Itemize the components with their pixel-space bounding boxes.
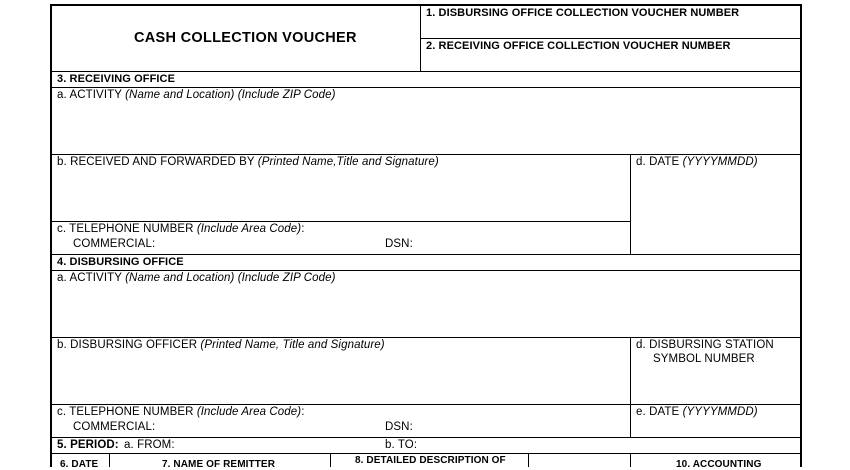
columns-top-line [50,453,801,454]
disbursing-commercial-label: COMMERCIAL: [73,421,156,433]
col-date-header: 6. DATE [60,459,99,470]
section3-b-line [50,154,801,155]
border-right [800,4,802,467]
section4-c-line [50,404,801,405]
disbursing-activity-hint: (Name and Location) (Include ZIP Code) [125,272,336,284]
period-row [57,439,119,451]
receiving-activity-field[interactable] [53,103,798,152]
disbursing-date-label-text: e. DATE [636,406,683,418]
period-label: 5. PERIOD: [57,439,119,451]
receiving-voucher-number-field[interactable] [422,53,798,70]
received-forwarded-hint: (Printed Name,Title and Signature) [257,156,439,168]
receiving-date-label-text: d. DATE [636,156,683,168]
receiving-dsn-field[interactable] [418,237,626,252]
section3-sub-line [50,87,801,88]
receiving-phone-colon: : [301,223,305,235]
col-divider-3 [528,453,529,467]
receiving-phone-label [57,223,305,235]
received-forwarded-field[interactable] [53,170,627,220]
disbursing-phone-hint: (Include Area Code) [196,406,302,418]
period-from-field[interactable] [176,438,381,453]
disbursing-date-hint: (YYYYMMDD) [682,406,758,418]
disbursing-activity-field[interactable] [53,286,798,335]
form-title: CASH COLLECTION VOUCHER [134,30,357,46]
receiving-activity-label [57,89,336,101]
disbursing-phone-colon: : [301,406,305,418]
section3-date-divider [630,154,631,254]
col-divider-4 [630,453,631,467]
col-divider-1 [109,453,110,467]
disbursing-voucher-number-field[interactable] [422,20,798,37]
disbursing-officer-label-text: b. DISBURSING OFFICER [57,339,201,351]
header-mid-line [420,38,801,39]
receiving-date-field[interactable] [633,170,798,252]
receiving-phone-hint: (Include Area Code) [196,223,302,235]
disbursing-station-label-2: SYMBOL NUMBER [653,353,755,365]
receiving-dsn-label: DSN: [385,238,413,250]
disbursing-activity-label-text: a. ACTIVITY [57,272,126,284]
disbursing-phone-label [57,406,305,418]
receiving-activity-hint: (Name and Location) (Include ZIP Code) [125,89,336,101]
period-to-label: b. TO: [385,439,418,451]
receiving-commercial-label: COMMERCIAL: [73,238,156,250]
disbursing-dsn-field[interactable] [418,420,626,435]
disbursing-station-field[interactable] [633,367,798,403]
col-divider-2 [330,453,331,467]
section3-top-line [50,71,801,72]
receiving-date-hint: (YYYYMMDD) [682,156,758,168]
receiving-phone-label-text: c. TELEPHONE NUMBER [57,223,197,235]
receiving-date-label [636,156,758,168]
disbursing-officer-hint: (Printed Name, Title and Signature) [200,339,385,351]
period-from-label: a. FROM: [124,439,175,451]
disbursing-commercial-field[interactable] [155,420,380,435]
disbursing-date-field[interactable] [633,420,798,436]
disbursing-officer-field[interactable] [53,353,627,403]
receiving-activity-label-text: a. ACTIVITY [57,89,126,101]
disbursing-date-label [636,406,758,418]
receiving-office-heading: 3. RECEIVING OFFICE [57,73,176,85]
disbursing-officer-label [57,339,385,351]
border-left [50,4,52,467]
section4-sub-line [50,270,801,271]
disbursing-dsn-label: DSN: [385,421,413,433]
period-to-field[interactable] [423,438,798,453]
section4-top-line [50,254,801,255]
col-remitter-header: 7. NAME OF REMITTER [162,459,276,470]
disbursing-voucher-number-label: 1. DISBURSING OFFICE COLLECTION VOUCHER NUMBER [426,7,740,19]
disbursing-office-heading: 4. DISBURSING OFFICE [57,256,184,268]
receiving-voucher-number-label: 2. RECEIVING OFFICE COLLECTION VOUCHER NUMBER [426,40,731,52]
col-accounting-header: 10. ACCOUNTING [676,459,762,470]
disbursing-activity-label [57,272,336,284]
receiving-commercial-field[interactable] [155,237,380,252]
border-top [50,4,802,6]
received-forwarded-label-text: b. RECEIVED AND FORWARDED BY [57,156,258,168]
section3-c-line [50,221,631,222]
disbursing-station-label-1: d. DISBURSING STATION [636,339,774,351]
disbursing-phone-label-text: c. TELEPHONE NUMBER [57,406,197,418]
col-description-header: 8. DETAILED DESCRIPTION OF [355,455,506,466]
section4-right-divider [630,337,631,438]
received-forwarded-label [57,156,439,168]
section4-b-line [50,337,801,338]
